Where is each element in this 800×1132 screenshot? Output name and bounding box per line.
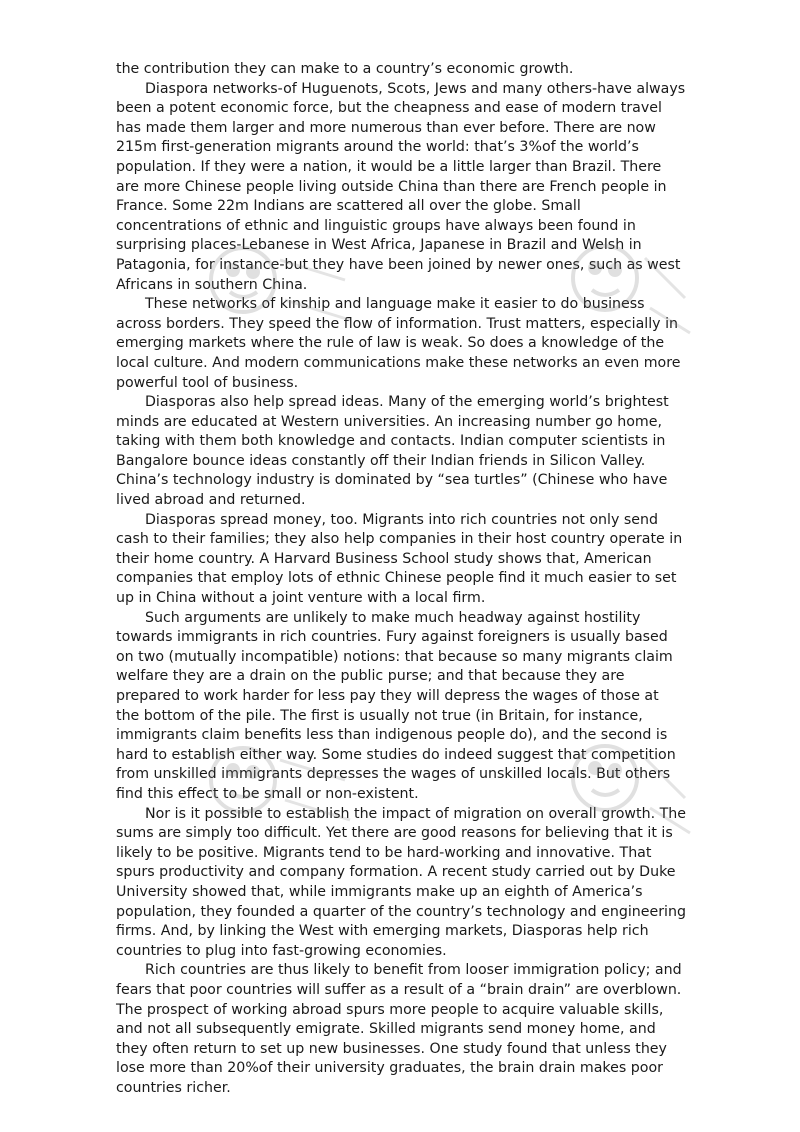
paragraph-8: Rich countries are thus likely to benefit from looser immigration policy; and fears that poor countries will suffer as a result of a “brain drain” are overblown. The prospect of working abroad spurs more people to acquire valuable skills, and not all subsequently emigrate. Skilled migrants send money home, and they often return to set up new businesses. One study found that unless they lose more than 20%of their university graduates, the brain drain makes poor countries richer. <box>116 962 682 1096</box>
paragraph-4: Diasporas also help spread ideas. Many of the emerging world’s brightest minds are educated at Western universities. An increasing number go home, taking with them both knowledge and contacts. Indian computer scientists in Bangalore bounce ideas constantly off their Indian friends in Silicon Valley. China’s technology industry is dominated by “sea turtles” (Chinese who have lived abroad and returned. <box>116 394 669 509</box>
paragraph-3: These networks of kinship and language make it easier to do business across borders. They speed the flow of information. Trust matters, especially in emerging markets where the rule of law is weak. So does a knowledge of the local culture. And modern communications make these networks an even more powerful tool of business. <box>116 296 681 391</box>
paragraph-5: Diasporas spread money, too. Migrants into rich countries not only send cash to their families; they also help companies in their host country operate in their home country. A Harvard Business School study shows that, American companies that employ lots of ethnic Chinese people find it much easier to set up in China without a joint venture with a local firm. <box>116 511 683 607</box>
paragraph-6: Such arguments are unlikely to make much headway against hostility towards immigrants in rich countries. Fury against foreigners is usually based on two (mutually incompatible) notions: that because so many migrants claim welfare they are a drain on the public purse; and that because they are prepared to work harder for less pay they will depress the wages of those at the bottom of the pile. The first is usually not true (in Britain, for instance, immigrants claim benefits less than indigenous people do), and the second is hard to establish either way. Some studies do indeed suggest that competition from unskilled immigrants depresses the wages of unskilled locals. But others find this effect to be small or non-existent. <box>116 609 676 802</box>
paragraph-2: Diaspora networks-of Huguenots, Scots, Jews and many others-have always been a potent economic force, but the cheapness and ease of modern travel has made them larger and more numerous than ever before. There are now 215m first-generation migrants around the world: that’s 3%of the world’s population. If they were a nation, it would be a little larger than Brazil. There are more Chinese people living outside China than there are French people in France. Some 22m Indians are scattered all over the globe. Small concentrations of ethnic and linguistic groups have always been found in surprising places-Lebanese in West Africa, Japanese in Brazil and Welsh in Patagonia, for instance-but they have been joined by newer ones, such as west Africans in southern China. <box>116 80 686 293</box>
paragraph-7: Nor is it possible to establish the impact of migration on overall growth. The sums are simply too difficult. Yet there are good reasons for believing that it is likely to be positive. Migrants tend to be hard-working and innovative. That spurs productivity and company formation. A recent study carried out by Duke University showed that, while immigrants make up an eighth of America’s population, they founded a quarter of the country’s technology and engineering firms. And, by linking the West with emerging markets, Diasporas help rich countries to plug into fast-growing economies. <box>116 805 687 959</box>
document-body <box>116 60 686 1098</box>
paragraph-1: the contribution they can make to a country’s economic growth. <box>116 61 574 77</box>
